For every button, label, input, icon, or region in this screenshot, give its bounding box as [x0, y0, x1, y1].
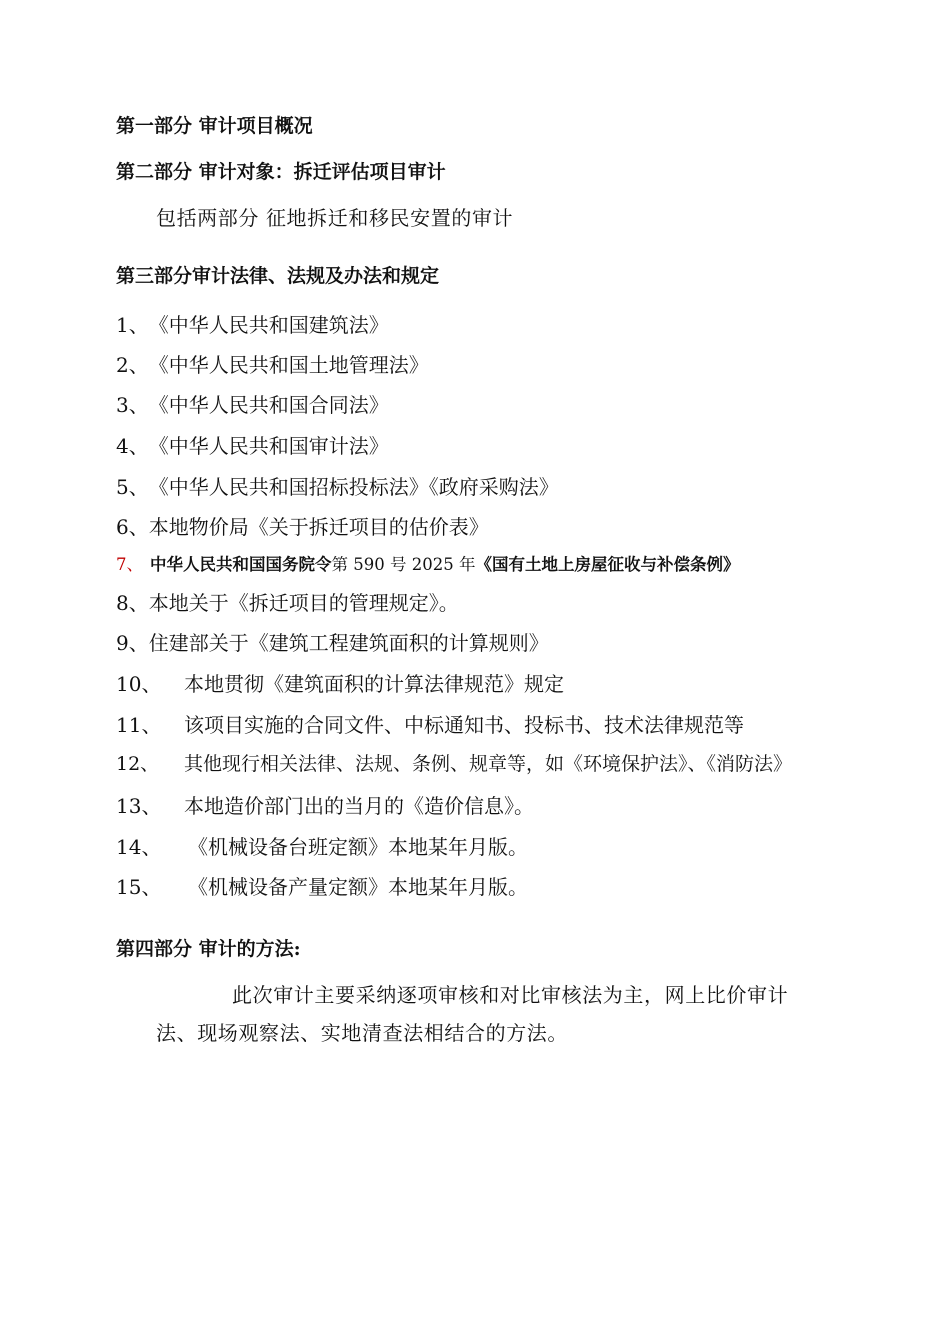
list-item-text: 住建部关于《建筑工程建筑面积的计算规则》: [148, 631, 549, 655]
part2-heading: 第二部分 审计对象：拆迁评估项目审计: [116, 161, 446, 183]
list-item-issuer: 中华人民共和国国务院令: [150, 555, 332, 574]
list-item: [116, 796, 534, 816]
list-item: [116, 633, 549, 653]
part4-heading: 第四部分 审计的方法:: [116, 938, 301, 960]
list-item-text: 本地贯彻《建筑面积的计算法律规范》规定: [184, 672, 564, 696]
list-item-text: 《中华人民共和国土地管理法》: [148, 353, 429, 377]
list-item-number: 11、: [116, 713, 162, 737]
list-item-number: 6、: [116, 515, 149, 539]
list-item-number: 14、: [116, 835, 162, 859]
list-item: [116, 517, 489, 537]
list-item-text: 《机械设备台班定额》本地某年月版。: [188, 835, 528, 859]
list-item-text: 其他现行相关法律、法规、条例、规章等，如《环境保护法》、《消防法》: [184, 753, 793, 775]
list-item-regulation-title: 《国有土地上房屋征收与补偿条例》: [475, 555, 740, 574]
part3-heading: 第三部分审计法律、法规及办法和规定: [116, 265, 440, 287]
list-item-text: 本地关于《拆迁项目的管理规定》。: [148, 591, 459, 615]
list-item-number: 5、: [116, 475, 149, 499]
list-item-text: 《中华人民共和国建筑法》: [148, 313, 389, 337]
list-item: [116, 877, 528, 897]
list-item: [116, 355, 429, 375]
list-item-number: 9、: [116, 631, 149, 655]
list-item: [116, 755, 792, 774]
list-item: [116, 715, 744, 735]
list-item: [116, 315, 389, 335]
list-item: [116, 436, 389, 456]
list-item-text: 《中华人民共和国合同法》: [148, 393, 389, 417]
list-item: [116, 674, 564, 694]
list-item-text: 《中华人民共和国审计法》: [148, 434, 389, 458]
part4-body-line1: 此次审计主要采纳逐项审核和对比审核法为主，网上比价审计: [232, 983, 789, 1007]
list-item-number: 8、: [116, 591, 149, 615]
list-item-text: 本地造价部门出的当月的《造价信息》。: [184, 794, 534, 818]
list-item-decree-number: 第 590 号 2025 年: [331, 555, 476, 574]
list-item: [116, 557, 739, 574]
list-item-number: 13、: [116, 794, 162, 818]
list-item: [116, 477, 559, 497]
list-item: [116, 395, 389, 415]
part4-body-line2: 法、现场观察法、实地清查法相结合的方法。: [156, 1021, 568, 1045]
list-item: [116, 593, 459, 613]
list-item-number: 3、: [116, 393, 149, 417]
list-item-number: 2、: [116, 353, 149, 377]
list-item-number: 12、: [116, 753, 160, 775]
list-item-number: 7、: [116, 555, 143, 574]
list-item-number: 4、: [116, 434, 149, 458]
list-item-number: 1、: [116, 313, 149, 337]
list-item: [116, 837, 528, 857]
list-item-number: 15、: [116, 875, 162, 899]
part1-heading: 第一部分 审计项目概况: [116, 115, 313, 137]
part2-body: 包括两部分 征地拆迁和移民安置的审计: [156, 206, 514, 230]
list-item-text: 本地物价局《关于拆迁项目的估价表》: [148, 515, 489, 539]
list-item-text: 该项目实施的合同文件、中标通知书、投标书、技术法律规范等: [184, 713, 744, 737]
list-item-number: 10、: [116, 672, 162, 696]
list-item-text: 《机械设备产量定额》本地某年月版。: [188, 875, 528, 899]
list-item-text: 《中华人民共和国招标投标法》《政府采购法》: [148, 475, 559, 499]
